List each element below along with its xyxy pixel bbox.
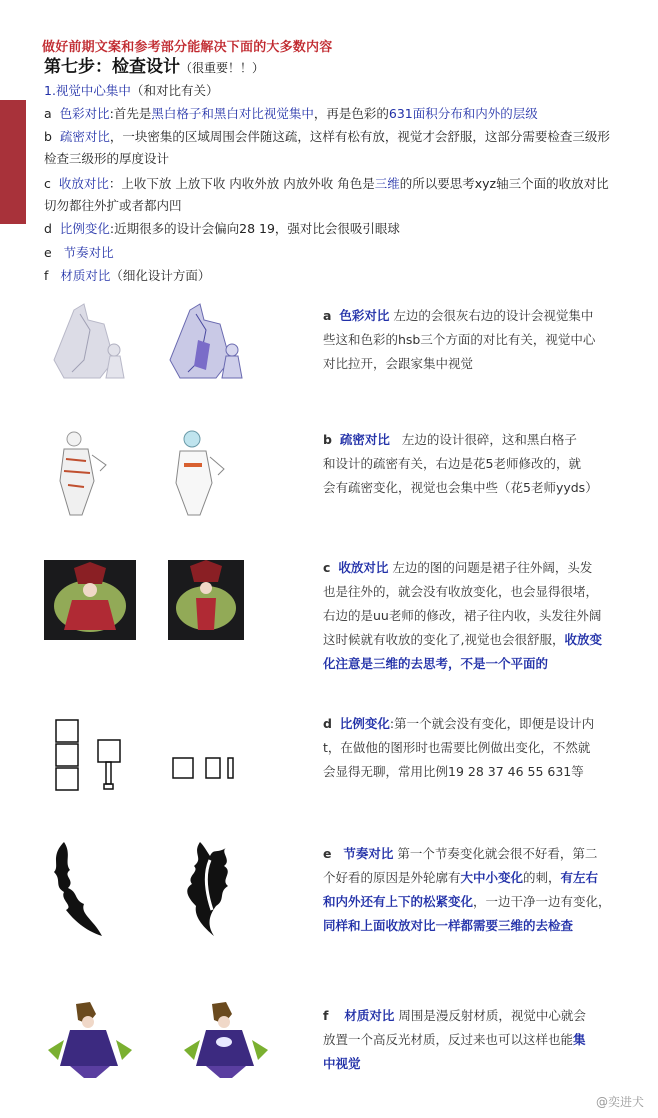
section-e-text: e 节奏对比 第一个节奏变化就会很不好看，第二 个好看的原因是外轮廓有大中小变化的刺，有左右 和内外还有上下的松紧变化，一边干净一边有变化， 同样和上面收放对比一样都需要三维的去检查: [323, 846, 611, 933]
density-after-image: [160, 425, 240, 520]
watermark: @奕进犬: [595, 1095, 644, 1109]
outline-item-d: d 比例变化:近期很多的设计会偏向28 19，强对比会很吸引眼球: [44, 221, 400, 236]
square-shape: [173, 758, 193, 778]
stem-shape: [106, 762, 111, 784]
contraction-after-image: [168, 560, 244, 640]
rhythm-spike-shape: [54, 842, 102, 936]
rhythm-before-shape: [44, 840, 114, 940]
outline-item-f: f 材质对比（细化设计方面）: [44, 268, 211, 283]
material-before-image: [40, 1000, 140, 1080]
outline-item-b-cont: 检查三级形的厚度设计: [44, 151, 170, 166]
step-title: 第七步：检查设计: [44, 57, 180, 77]
material-after-image: [176, 1000, 276, 1080]
proportion-shapes-diagram: [50, 718, 250, 793]
section-d-text: d 比例变化:第一个就会没有变化，即便是设计内 t，在做他的图形时也需要比例做出变化，不然就 会显得无聊，常用比例19 28 37 46 55 631等: [323, 716, 595, 779]
square-shape: [56, 744, 78, 766]
rect-shape: [206, 758, 220, 778]
side-accent-bar: [0, 100, 26, 224]
rhythm-after-shape: [170, 840, 250, 940]
step-note: （很重要！！）: [180, 61, 265, 75]
section-a-text: a 色彩对比 左边的会很灰右边的设计会视觉集中 些这和色彩的hsb三个方面的对比有关，视觉中心 对比拉开，会跟家集中视觉: [323, 308, 596, 371]
base-shape: [104, 784, 113, 789]
section-b-text: b 疏密对比 左边的设计很碎，这和黑白格子 和设计的疏密有关，右边是花5老师修改的，就 会有疏密变化，视觉也会集中些（花5老师yyds）: [323, 432, 598, 495]
color-contrast-before-image: [44, 300, 154, 380]
outline-item-a: a 色彩对比:首先是黑白格子和黑白对比视觉集中，再是色彩的631面积分布和内外的层级: [44, 106, 538, 121]
color-contrast-after-image: [160, 300, 270, 380]
top-note: 做好前期文案和参考部分能解决下面的大多数内容: [42, 40, 333, 55]
outline-item-c-cont: 切勿都往外扩或者都内凹: [44, 198, 182, 213]
square-shape: [98, 740, 120, 762]
density-before-image: [44, 425, 124, 520]
square-shape: [56, 720, 78, 742]
contraction-before-image: [44, 560, 136, 640]
section-c-text: c 收放对比 左边的图的问题是裙子往外阔，头发 也是往外的，就会没有收放变化，也会显得很堵， 右边的是uu老师的修改，裙子往内收，头发往外阔 这时候就有收放的变化了,视觉也会很舒服，收放变 化注意是三维的去思考，不是一个平面的: [323, 560, 602, 671]
square-shape: [56, 768, 78, 790]
outline-item-c: c 收放对比：上收下放 上放下收 内收外放 内放外收 角色是三维的所以要思考xyz轴三个面的收放对比: [44, 176, 609, 191]
outline-item-e: e 节奏对比: [44, 245, 114, 260]
section-f-text: f 材质对比 周围是漫反射材质，视觉中心就会 放置一个高反光材质，反过来也可以这样也能集 中视觉: [323, 1008, 586, 1071]
page-title: [44, 52, 264, 77]
bar-shape: [228, 758, 233, 778]
outline-item-b: b 疏密对比，一块密集的区域周围会伴随这疏，这样有松有放，视觉才会舒服，这部分需要检查三级形: [44, 129, 610, 144]
outline-heading: 1.视觉中心集中（和对比有关）: [44, 83, 219, 98]
